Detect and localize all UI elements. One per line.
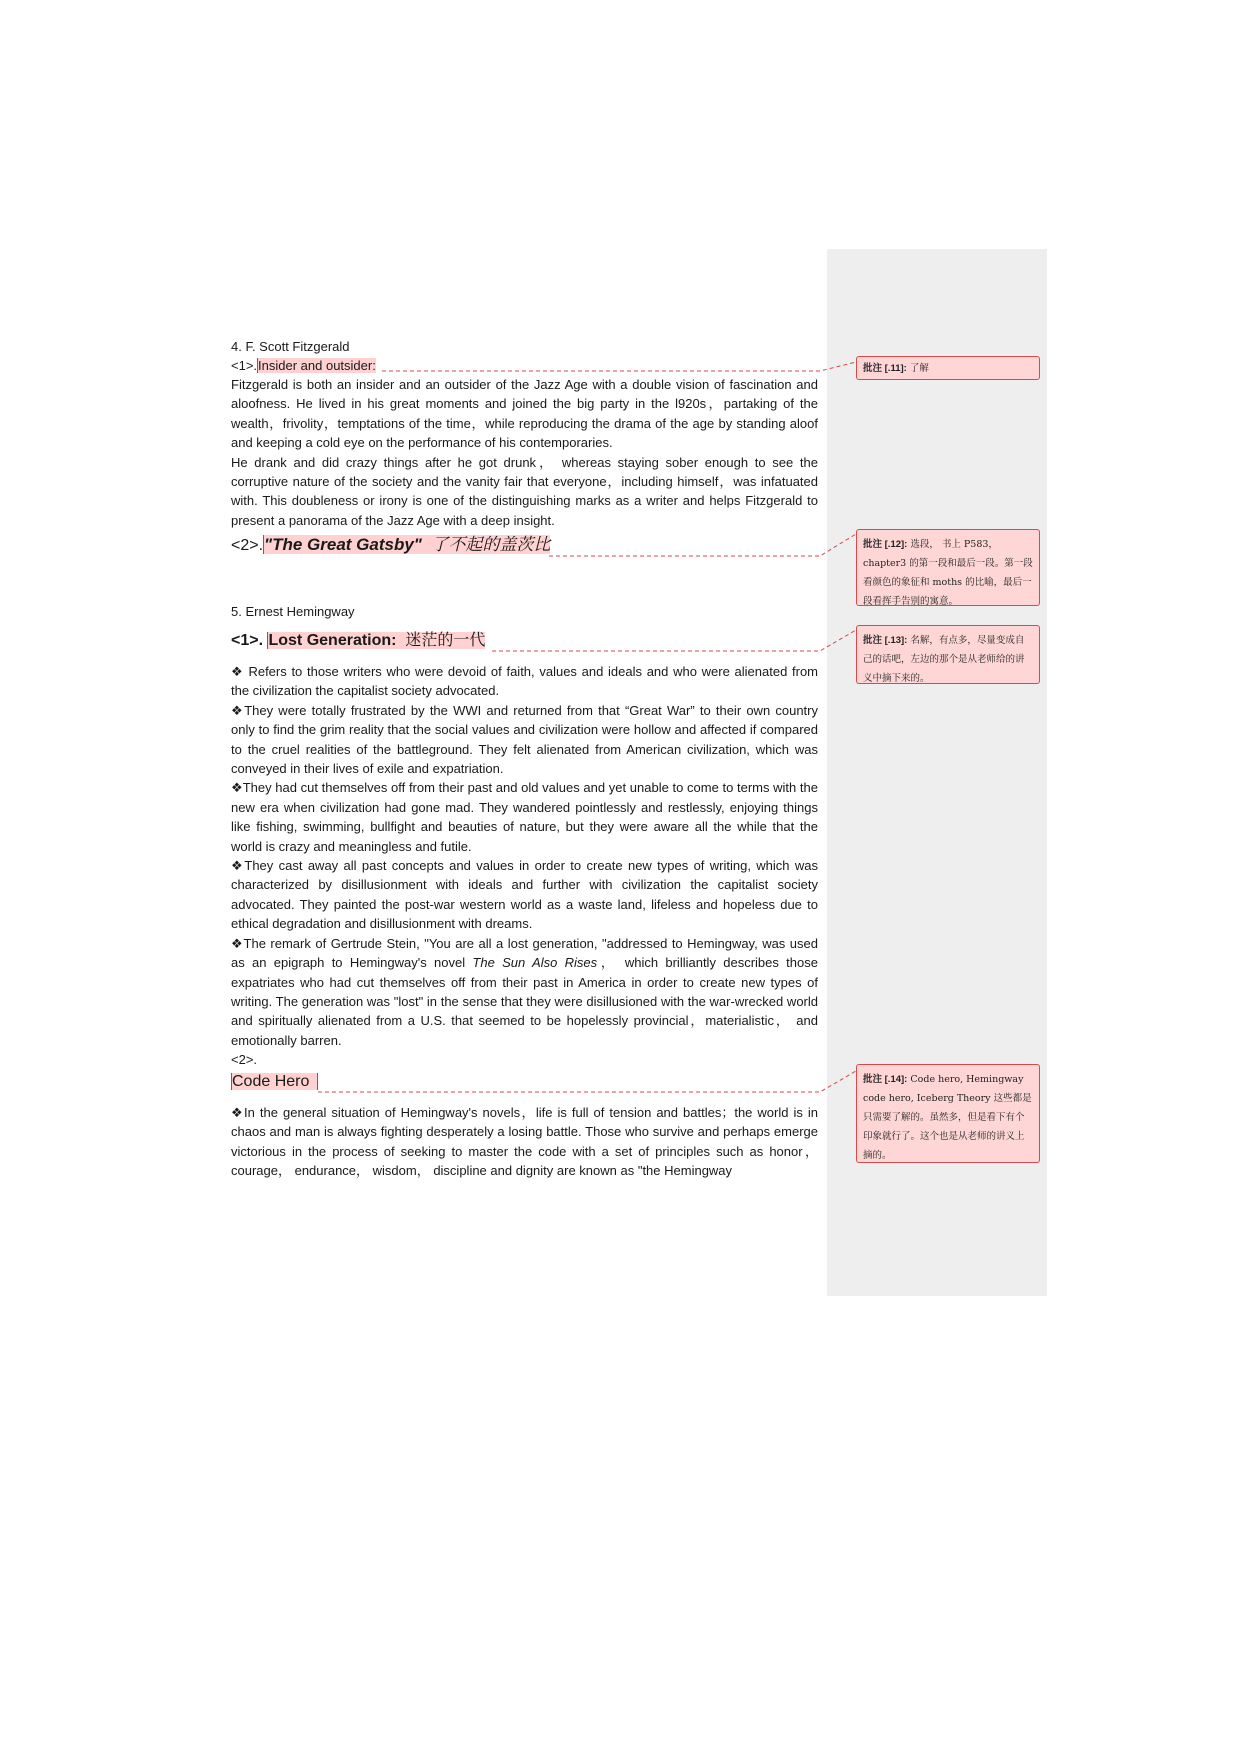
- term-title: Lost Generation:: [268, 632, 397, 649]
- text-run: ， which brilliantly describes those expatriates who had cut themselves off from their past in America in order to create new types of writing. The generation was "lost" in the sense that they were disillusioned with the war-wrecked world and spiritually alienated from a U.S. that seemed to be hopelessly provincial，materialistic， and emotionally barren.: [231, 955, 818, 1048]
- bullet-paragraph: ❖They cast away all past concepts and values in order to create new types of writing, which was characterized by disillusionment with ideals and further with civilization the capitalist society advocated. They painted the post-war western world as a waste land, lifeless and hopeless due to ethical degradation and disillusionment with dreams.: [231, 858, 818, 932]
- subheading-insider-outsider: [231, 356, 818, 375]
- comment-balloon-12[interactable]: [856, 529, 1040, 606]
- section-heading-fitzgerald: 4. F. Scott Fitzgerald: [231, 339, 350, 354]
- bullet-paragraph: [231, 934, 818, 1050]
- subheading-code-hero: [231, 1070, 818, 1094]
- commented-text-13[interactable]: [267, 632, 485, 649]
- fitzgerald-body: [231, 375, 818, 530]
- bullet-paragraph: ❖They had cut themselves off from their past and old values and yet unable to come to terms with the new era when civilization had gone mad. They wandered pointlessly and restlessly, enjoying things like fishing, swimming, bullfight and beauties of nature, but they were aware all the while that the world is crazy and meaningless and futile.: [231, 780, 818, 854]
- comment-text: Code hero, Hemingway code hero, Iceberg Theory 这些都是只需要了解的。虽然多，但是看下有个印象就行了。这个也是从老师的讲义上摘的。: [863, 1074, 1032, 1161]
- paragraph: Fitzgerald is both an insider and an outsider of the Jazz Age with a double vision of fascination and aloofness. He lived in his great moments and joined the big party in the l920s，partaking of the wealth，frivolity，temptations of the time，while reproducing the drama of the age by standing aloof and keeping a cold eye on the performance of his contemporaries.: [231, 377, 818, 451]
- subheading-prefix: <1>.: [231, 358, 258, 373]
- bullet-paragraph: ❖They were totally frustrated by the WWI and returned from that “Great War” to their own country only to find the grim reality that the social values and civilization were hollow and affected if compared to the cruel realities of the battleground. They felt alienated from American civilization, which was conveyed in their lives of exile and expatriation.: [231, 702, 818, 777]
- comment-balloon-13[interactable]: [856, 625, 1040, 684]
- comment-text: 名解，有点多，尽量变成自己的话吧，左边的那个是从老师给的讲义中摘下来的。: [863, 635, 1025, 684]
- comment-text: 选段， 书上 P583，chapter3 的第一段和最后一段。第一段看颜色的象征和 moths 的比喻，最后一段看挥手告别的寓意。: [863, 539, 1033, 607]
- commented-text-14[interactable]: Code Hero: [231, 1073, 318, 1090]
- subheading-great-gatsby: [231, 532, 818, 559]
- subheading-prefix: <2>.: [231, 1052, 258, 1068]
- subheading-prefix: <2>.: [231, 537, 264, 554]
- novel-title: The Sun Also Rises: [472, 955, 598, 971]
- comment-text: 了解: [909, 363, 929, 374]
- comment-balloon-14[interactable]: [856, 1064, 1040, 1163]
- comment-tag: 批注 [.12]:: [863, 539, 908, 550]
- section-heading-hemingway: 5. Ernest Hemingway: [231, 604, 355, 619]
- comment-balloon-11[interactable]: [856, 356, 1040, 380]
- subheading-prefix: <1>.: [231, 632, 264, 649]
- paragraph: He drank and did crazy things after he got drunk， whereas staying sober enough to see the corruptive nature of the society and the vanity fair that everyone，including himself，was infatuated with. This doubleness or irony is one of the distinguishing marks as a writer and helps Fitzgerald to present a panorama of the Jazz Age with a deep insight.: [231, 454, 818, 528]
- bullet-paragraph: ❖ Refers to those writers who were devoid of faith, values and ideals and who were alienated from the civilization the capitalist society advocated.: [231, 664, 818, 699]
- bullet-paragraph: ❖In the general situation of Hemingway's novels，life is full of tension and battles；the world is in chaos and man is always fighting desperately a losing battle. Those who survive and perhaps emerge victorious in the process of seeking to master the code with a set of principles such as honor， courage， endurance， wisdom， discipline and dignity are known as "the Hemingway: [231, 1105, 818, 1179]
- book-title-cn: 了不起的盖茨比: [431, 535, 551, 555]
- code-hero-body: [231, 1103, 818, 1181]
- comment-tag: 批注 [.11]:: [863, 363, 907, 374]
- commented-text-11[interactable]: Insider and outsider:: [258, 358, 376, 373]
- commented-text-12[interactable]: [263, 535, 550, 554]
- comment-tag: 批注 [.14]:: [863, 1074, 908, 1085]
- subheading-lost-generation: [231, 627, 818, 654]
- term-title-cn: 迷茫的一代: [405, 630, 486, 649]
- comment-tag: 批注 [.13]:: [863, 635, 908, 646]
- text-run: ❖The remark of Gertrude Stein, "You are all a lost generation, "addressed to Hemingway, was used as an epigraph to Hemingway's novel: [231, 935, 818, 971]
- hemingway-body: [231, 662, 818, 1070]
- book-title: "The Great Gatsby": [264, 535, 422, 554]
